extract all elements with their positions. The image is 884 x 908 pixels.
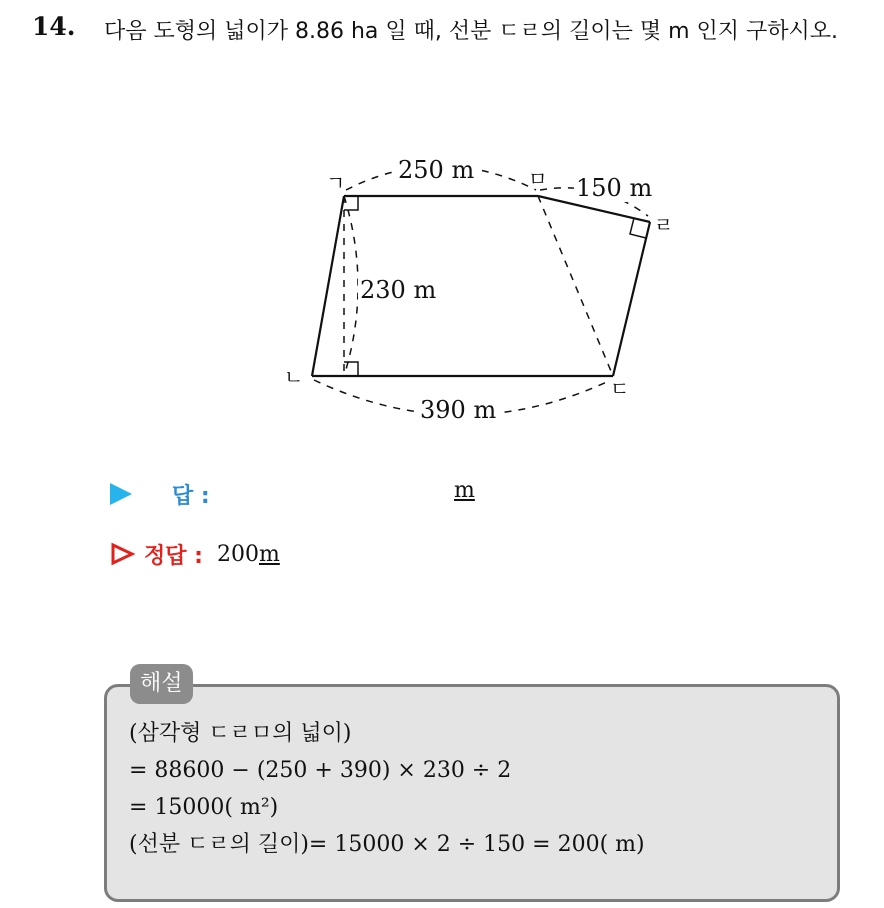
right-angle-top (344, 196, 358, 210)
trapezoid-diagram (270, 150, 690, 440)
correct-answer-value: 200 (216, 541, 259, 567)
height-arc (344, 196, 358, 376)
explanation-box (104, 684, 840, 902)
correct-answer-label: 정답 : (144, 543, 203, 569)
correct-answer-row (110, 536, 280, 572)
vertex-label-n: ㄴ (284, 365, 304, 389)
edge-ng (312, 196, 344, 376)
explanation-line: = 88600 − (250 + 390) × 230 ÷ 2 (129, 758, 512, 783)
length-label-mr: 150 m (576, 174, 653, 202)
play-triangle-icon (110, 483, 132, 505)
vertex-label-d: ㄷ (610, 377, 630, 401)
explanation-lines (129, 715, 645, 863)
explanation-title: 해설 (130, 664, 193, 704)
explanation-line: (선분 ㄷㄹ의 길이)= 15000 × 2 ÷ 150 = 200( m) (129, 832, 645, 857)
question-text: 다음 도형의 넓이가 8.86 ha 일 때, 선분 ㄷㄹ의 길이는 몇 m 인지 구하시오. (104, 19, 839, 44)
correct-answer-unit: m (258, 541, 280, 567)
explanation-line: = 15000( m²) (129, 795, 279, 820)
answer-label: 답 : (172, 483, 210, 509)
diagonal-md (538, 196, 613, 376)
question-number: 14. (32, 12, 76, 41)
length-label-height: 230 m (360, 276, 437, 304)
answer-row (110, 476, 530, 512)
edge-rd (613, 222, 650, 376)
length-label-gm: 250 m (398, 156, 475, 184)
right-angle-bottom (344, 362, 358, 376)
figure (270, 150, 690, 444)
length-label-nd: 390 m (420, 396, 497, 424)
explanation-line: (삼각형 ㄷㄹㅁ의 넓이) (129, 721, 352, 746)
vertex-label-r: ㄹ (654, 213, 674, 237)
vertex-label-m: ㅁ (528, 167, 548, 191)
vertex-label-g: ㄱ (326, 171, 346, 195)
outline-triangle-icon (110, 542, 136, 566)
answer-unit: m (454, 478, 475, 503)
